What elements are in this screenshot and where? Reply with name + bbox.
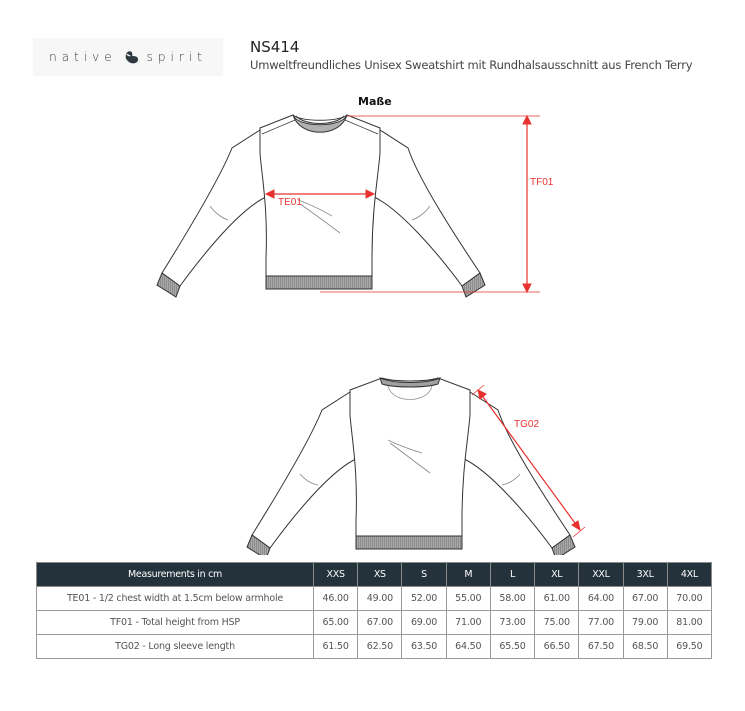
table-row bbox=[37, 635, 712, 659]
cell: 58.00 bbox=[490, 587, 534, 611]
cell: 46.00 bbox=[314, 587, 358, 611]
header-size: M bbox=[446, 563, 490, 587]
header-size: L bbox=[490, 563, 534, 587]
logo-text-right: spirit bbox=[146, 50, 207, 64]
size-chart-table bbox=[36, 562, 712, 659]
cell: 69.50 bbox=[667, 635, 711, 659]
product-code: NS414 bbox=[250, 38, 300, 56]
cell: 61.00 bbox=[535, 587, 579, 611]
header-size: XL bbox=[535, 563, 579, 587]
cell: 73.00 bbox=[490, 611, 534, 635]
header-size: XXS bbox=[314, 563, 358, 587]
cell: 67.00 bbox=[358, 611, 402, 635]
cell: 66.50 bbox=[535, 635, 579, 659]
sweatshirt-back-diagram bbox=[240, 370, 600, 555]
sweatshirt-front-diagram bbox=[150, 108, 570, 303]
diagram-title: Maße bbox=[358, 95, 392, 108]
cell: 55.00 bbox=[446, 587, 490, 611]
header-size: 4XL bbox=[667, 563, 711, 587]
row-label: TF01 - Total height from HSP bbox=[37, 611, 314, 635]
cell: 63.50 bbox=[402, 635, 446, 659]
row-label: TG02 - Long sleeve length bbox=[37, 635, 314, 659]
product-name: Umweltfreundliches Unisex Sweatshirt mit Rundhalsausschnitt aus French Terry bbox=[250, 58, 693, 72]
cell: 61.50 bbox=[314, 635, 358, 659]
cell: 52.00 bbox=[402, 587, 446, 611]
header-measurements: Measurements in cm bbox=[37, 563, 314, 587]
header-size: S bbox=[402, 563, 446, 587]
cell: 70.00 bbox=[667, 587, 711, 611]
table-header-row bbox=[37, 563, 712, 587]
row-label: TE01 - 1/2 chest width at 1.5cm below armhole bbox=[37, 587, 314, 611]
table-row bbox=[37, 587, 712, 611]
cell: 65.50 bbox=[490, 635, 534, 659]
cell: 49.00 bbox=[358, 587, 402, 611]
cell: 79.00 bbox=[623, 611, 667, 635]
cell: 67.50 bbox=[579, 635, 623, 659]
sweatshirt-front bbox=[157, 115, 485, 297]
cell: 81.00 bbox=[667, 611, 711, 635]
label-te01: TE01 bbox=[278, 197, 302, 208]
cell: 67.00 bbox=[623, 587, 667, 611]
cell: 71.00 bbox=[446, 611, 490, 635]
label-tf01: TF01 bbox=[530, 177, 554, 188]
sweatshirt-back bbox=[247, 378, 575, 555]
header-size: 3XL bbox=[623, 563, 667, 587]
label-tg02: TG02 bbox=[514, 419, 540, 430]
cell: 64.50 bbox=[446, 635, 490, 659]
cell: 68.50 bbox=[623, 635, 667, 659]
cell: 62.50 bbox=[358, 635, 402, 659]
cell: 64.00 bbox=[579, 587, 623, 611]
brand-logo bbox=[33, 38, 223, 76]
cell: 77.00 bbox=[579, 611, 623, 635]
cell: 69.00 bbox=[402, 611, 446, 635]
header-size: XS bbox=[358, 563, 402, 587]
table-row bbox=[37, 611, 712, 635]
cell: 75.00 bbox=[535, 611, 579, 635]
cell: 65.00 bbox=[314, 611, 358, 635]
header-size: XXL bbox=[579, 563, 623, 587]
leaf-logo-icon bbox=[123, 48, 141, 66]
logo-text-left: native bbox=[49, 50, 117, 64]
